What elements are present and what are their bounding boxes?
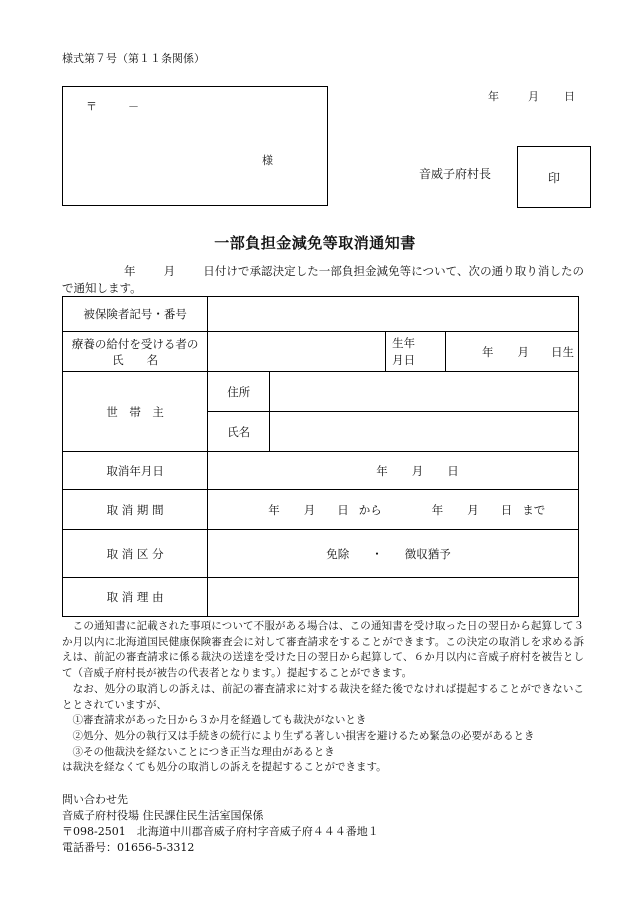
recipient-label <box>63 332 208 372</box>
birth-month: 月 <box>517 344 529 359</box>
contact-heading: 問い合わせ先 <box>62 793 128 806</box>
cancel-type-value <box>208 530 579 578</box>
contact-info <box>62 792 379 856</box>
birth-date-value <box>446 332 579 372</box>
issue-date-year: 年 <box>488 90 499 103</box>
cancel-type-label: 取 消 区 分 <box>63 530 208 578</box>
cancel-period-label: 取 消 期 間 <box>63 490 208 530</box>
cancel-date-year: 年 <box>376 463 388 478</box>
cancel-date-month: 月 <box>411 463 424 478</box>
seal-label: 印 <box>547 170 560 185</box>
address-label: 住所 <box>208 372 270 412</box>
cancel-date-label: 取消年月日 <box>63 452 208 490</box>
appeal-notes <box>62 619 584 776</box>
intro-body: 日付けで承認決定した一部負担金減免等について、次の通り取り消したので通知します。 <box>62 264 584 295</box>
notes-item-3: ③その他裁決を経ないことにつき正当な理由があるとき <box>62 745 335 758</box>
insured-number-value <box>208 297 579 332</box>
cancel-type-deferment: 徴収猶予 <box>404 546 451 561</box>
period-end-month: 月 <box>467 502 479 517</box>
issue-date <box>488 88 575 104</box>
cancel-date-value <box>208 452 579 490</box>
period-to: まで <box>522 502 546 517</box>
name-label: 氏名 <box>208 412 270 452</box>
cancel-type-separator: ・ <box>371 546 383 561</box>
period-from: から <box>358 502 382 517</box>
period-end-year: 年 <box>431 502 444 517</box>
period-start-day: 日 <box>337 502 349 517</box>
postal-dash: － <box>128 100 139 113</box>
cancel-period-value <box>208 490 579 530</box>
householder-label: 世 帯 主 <box>63 372 208 452</box>
notes-item-2: ②処分、処分の執行又は手続きの続行により生ずる著しい損害を避けるため緊急の必要があるとき <box>62 729 535 742</box>
mayor-title: 音威子府村長 <box>419 167 492 181</box>
contact-department: 音威子府村役場 住民課住民生活室国保係 <box>62 809 264 822</box>
period-end-day: 日 <box>500 502 513 517</box>
birth-day: 日生 <box>551 344 574 359</box>
cancel-reason-value <box>208 578 579 617</box>
cancel-date-day: 日 <box>447 463 459 478</box>
contact-address: 〒098-2501 北海道中川郡音威子府村字音威子府４４４番地１ <box>62 825 379 838</box>
postal-mark: 〒 <box>86 100 97 113</box>
intro-year: 年 <box>124 264 136 278</box>
cancel-reason-label: 取 消 理 由 <box>63 578 208 617</box>
intro-text <box>62 263 584 297</box>
notes-item-1: ①審査請求があった日から３か月を経過しても裁決がないとき <box>62 714 367 727</box>
form-number: 様式第７号（第１１条関係） <box>62 52 205 65</box>
cancel-type-exemption: 免除 <box>326 546 350 561</box>
honorific: 様 <box>262 154 273 167</box>
intro-month: 月 <box>163 264 176 278</box>
birth-label-line1: 生年 <box>392 335 416 350</box>
period-start-month: 月 <box>303 502 316 517</box>
document-title: 一部負担金減免等取消通知書 <box>214 234 416 252</box>
address-value <box>270 372 579 412</box>
recipient-label-line2: 氏 名 <box>112 352 159 367</box>
issue-date-day: 日 <box>564 90 575 103</box>
householder-name-value <box>270 412 579 452</box>
notes-paragraph-1: この通知書に記載された事項について不服がある場合は、この通知書を受け取った日の翌日から起算して３か月以内に北海道国民健康保険審査会に対して審査請求をすることができます。この決定の取消しを求める訴えは、前記の審査請求に係る裁決の送達を受けた日の翌日から起算して、６か月以内に音威子府村を被告として（音威子府村長が被告の代表者となります。）提起することができます。 <box>62 620 584 680</box>
issue-date-month: 月 <box>528 90 539 103</box>
address-box <box>62 86 328 206</box>
insured-number-label: 被保険者記号・番号 <box>63 297 208 332</box>
notes-paragraph-2: なお、処分の取消しの訴えは、前記の審査請求に対する裁決を経た後でなければ提起することができないこととされていますが、 <box>62 682 584 711</box>
contact-phone: 電話番号：01656-5-3312 <box>62 841 195 854</box>
notes-paragraph-3: は裁決を経なくても処分の取消しの訴えを提起することができます。 <box>62 761 387 774</box>
birth-label-line2: 月日 <box>392 352 416 367</box>
recipient-name-value <box>208 332 386 372</box>
birth-label <box>386 332 446 372</box>
birth-year: 年 <box>482 344 494 359</box>
period-start-year: 年 <box>268 502 280 517</box>
seal-box <box>517 146 591 208</box>
recipient-label-line1: 療養の給付を受ける者の <box>71 336 199 351</box>
notice-table <box>62 296 579 617</box>
